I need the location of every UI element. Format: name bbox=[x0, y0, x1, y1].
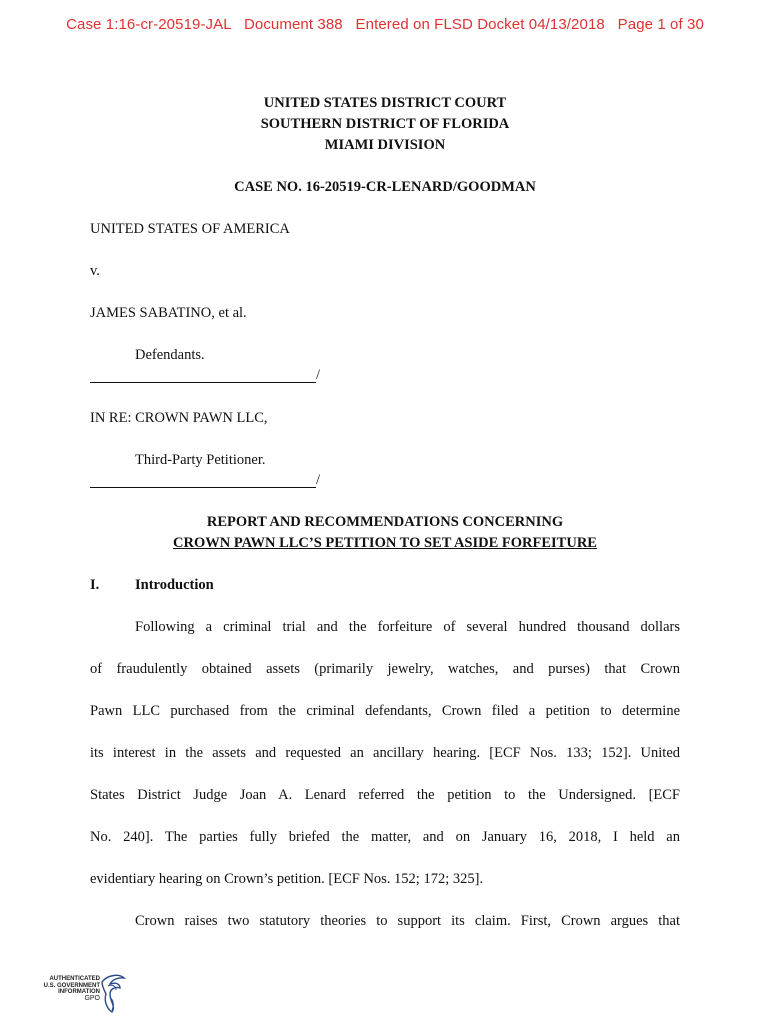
defendant-name: JAMES SABATINO, et al. bbox=[90, 305, 247, 321]
report-title: REPORT AND RECOMMENDATIONS CONCERNING bbox=[206, 514, 564, 530]
court-name: UNITED STATES DISTRICT COURT bbox=[263, 95, 507, 111]
caption-slash-2: / bbox=[316, 472, 321, 488]
eagle-icon bbox=[98, 972, 128, 1016]
court-division: MIAMI DIVISION bbox=[324, 137, 446, 153]
docket-case-number: Case 1:16-cr-20519-JAL bbox=[66, 16, 232, 33]
gpo-logo-text bbox=[42, 976, 100, 1002]
body-line: evidentiary hearing on Crown’s petition. [ECF Nos. 152; 172; 325]. bbox=[90, 871, 484, 887]
section-number: I. bbox=[90, 577, 100, 593]
report-subtitle-wrap bbox=[0, 535, 770, 552]
body-line: Following a criminal trial and the forfeiture of several hundred thousand dollars bbox=[135, 619, 680, 635]
caption-divider-2 bbox=[90, 487, 316, 488]
body-line: Pawn LLC purchased from the criminal defendants, Crown filed a petition to determine bbox=[90, 703, 680, 719]
body-line: of fraudulently obtained assets (primarily jewelry, watches, and purses) that Crown bbox=[90, 661, 680, 677]
gpo-logo-line: INFORMATION bbox=[58, 989, 100, 995]
docket-header bbox=[0, 16, 770, 33]
petitioner-role: Third-Party Petitioner. bbox=[135, 452, 266, 468]
gpo-logo-line: AUTHENTICATED bbox=[49, 976, 100, 982]
court-district: SOUTHERN DISTRICT OF FLORIDA bbox=[260, 116, 510, 132]
versus-label: v. bbox=[90, 263, 100, 279]
body-line: its interest in the assets and requested an ancillary hearing. [ECF Nos. 133; 152]. United bbox=[90, 745, 680, 761]
caption-divider-1 bbox=[90, 382, 316, 383]
plaintiff-name: UNITED STATES OF AMERICA bbox=[90, 221, 290, 237]
section-heading: Introduction bbox=[135, 577, 214, 593]
body-line: States District Judge Joan A. Lenard referred the petition to the Undersigned. [ECF bbox=[90, 787, 680, 803]
body-line: No. 240]. The parties fully briefed the matter, and on January 16, 2018, I held an bbox=[90, 829, 680, 845]
body-line: Crown raises two statutory theories to support its claim. First, Crown argues that bbox=[135, 913, 680, 929]
in-re-line: IN RE: CROWN PAWN LLC, bbox=[90, 410, 268, 426]
docket-entered-date: Entered on FLSD Docket 04/13/2018 bbox=[355, 16, 605, 33]
gpo-logo-mark: GPO bbox=[84, 994, 100, 1002]
caption-slash-1: / bbox=[316, 367, 321, 383]
docket-document-number: Document 388 bbox=[243, 16, 343, 33]
gpo-logo-line: U.S. GOVERNMENT bbox=[43, 982, 100, 989]
case-number: CASE NO. 16-20519-CR-LENARD/GOODMAN bbox=[234, 179, 536, 195]
report-subtitle: CROWN PAWN LLC’S PETITION TO SET ASIDE FORFEITURE bbox=[173, 535, 597, 551]
defendant-role: Defendants. bbox=[135, 347, 205, 363]
docket-page-number: Page 1 of 30 bbox=[617, 16, 704, 33]
gpo-authentication-logo bbox=[42, 972, 132, 1016]
